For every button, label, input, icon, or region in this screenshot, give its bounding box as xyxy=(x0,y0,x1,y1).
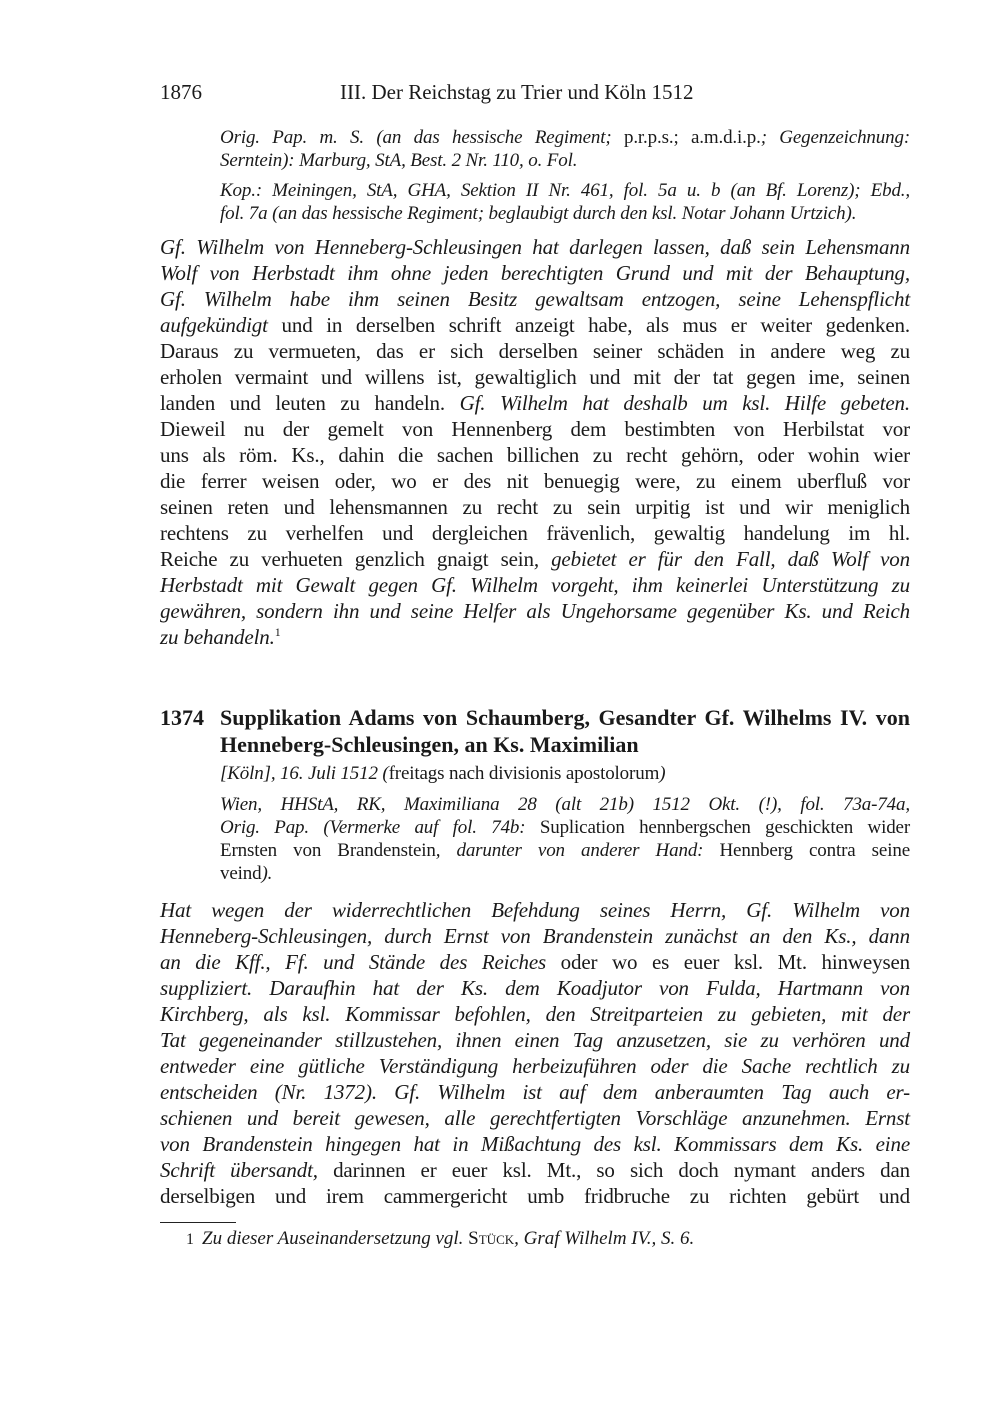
text-segment: [Köln], 16. Juli 1512 ( xyxy=(220,763,389,784)
text-segment: Henneberg-Schleusingen, durch Ernst von Brandenstein zunächst an den Ks., dann xyxy=(160,924,910,948)
text-segment: , gebietet er für den Fall, daß Wolf von xyxy=(533,547,910,571)
text-line xyxy=(160,923,910,949)
text-segment: Orig. Pap. (Vermerke auf fol. 74b: xyxy=(220,817,540,838)
text-line xyxy=(160,897,910,923)
footnote-mark: 1 xyxy=(186,1231,194,1248)
text-line xyxy=(160,949,910,975)
text-line xyxy=(220,126,910,149)
text-segment: p.r.p.s.; a.m.d.i.p. xyxy=(623,127,761,148)
text-segment: ). xyxy=(261,863,273,884)
text-line xyxy=(220,862,910,885)
text-line xyxy=(160,546,910,572)
text-segment: darinnen er euer ksl. Mt., so sich doch nymant anders dan xyxy=(317,1158,911,1182)
footnote-reference: 1 xyxy=(274,625,281,639)
text-segment: landen und leuten zu handeln. xyxy=(160,391,460,415)
text-segment: uns als röm. Ks., dahin die sachen billichen zu recht gehörn, oder wohin wier xyxy=(160,443,910,467)
text-segment: Schrift übersandt, xyxy=(160,1158,318,1182)
text-line xyxy=(160,338,910,364)
entry-source-notes xyxy=(220,762,910,885)
text-line xyxy=(160,494,910,520)
text-line xyxy=(220,762,910,785)
text-segment: Dieweil nu der gemelt von Hennenberg dem bestimbten von Herbilstat vor xyxy=(160,417,910,441)
author-name: Stück xyxy=(468,1228,515,1249)
text-line xyxy=(220,202,910,225)
text-segment: ; Gegenzeichnung: xyxy=(760,127,911,148)
footnote xyxy=(186,1228,694,1250)
text-line xyxy=(160,234,910,260)
text-segment: ) xyxy=(659,763,666,784)
text-line xyxy=(160,1183,910,1209)
text-segment: Kop.: Meiningen, StA, GHA, Sektion II Nr. 461, fol. 5a u. b (an Bf. Lorenz); Ebd., xyxy=(220,180,910,201)
entry-summary-paragraph xyxy=(160,234,910,650)
text-segment: Reiche zu verhueten genzlich gnaigt sein xyxy=(160,547,534,571)
text-segment: Herbstadt mit Gewalt gegen Gf. Wilhelm vorgeht, ihm keinerlei Unterstützung zu xyxy=(160,573,910,597)
text-segment: , Graf Wilhelm IV., S. 6. xyxy=(514,1228,695,1249)
text-line xyxy=(160,624,910,650)
text-segment: Gf. Wilhelm hat deshalb um ksl. Hilfe gebeten. xyxy=(459,391,910,415)
text-line xyxy=(160,1001,910,1027)
text-line xyxy=(160,520,910,546)
text-segment: suppliziert. Daraufhin hat der Ks. dem Koadjutor von Fulda, Hartmann von xyxy=(160,976,910,1000)
text-segment: freitags nach divisionis apostolorum xyxy=(388,763,660,784)
text-segment: zu behandeln. xyxy=(160,625,275,649)
text-segment: seinen reten und lehensmannen zu recht zu sein urpitig ist und wir meniglich xyxy=(160,495,910,519)
text-line xyxy=(220,793,910,816)
text-segment: oder wo es euer ksl. Mt. hinweysen xyxy=(546,950,910,974)
entry-body-paragraph xyxy=(160,897,910,1209)
text-line xyxy=(220,179,910,202)
text-line xyxy=(160,1157,910,1183)
text-segment: entweder eine gütliche Verständigung herbeizuführen oder die Sache rechtlich zu xyxy=(160,1054,910,1078)
page-number: 1876 xyxy=(160,80,202,104)
text-segment: und in derselben schrift anzeigt habe, als mus er weiter gedenken. xyxy=(267,313,910,337)
entry-title-line: Supplikation Adams von Schaumberg, Gesandter Gf. Wilhelms IV. von xyxy=(220,705,910,730)
footnote-rule xyxy=(160,1222,236,1223)
entry-title xyxy=(220,704,910,758)
text-segment: Ernsten von Brandenstein xyxy=(220,840,436,861)
text-line xyxy=(160,1131,910,1157)
text-line xyxy=(160,468,910,494)
text-segment: derselbigen und irem cammergericht umb fridbruche zu richten gebürt und xyxy=(160,1184,910,1208)
entry-title-line: Henneberg-Schleusingen, an Ks. Maximilian xyxy=(220,732,639,757)
text-segment: Kirchberg, als ksl. Kommissar befohlen, den Streitparteien zu gebieten, mit der xyxy=(160,1002,910,1026)
text-segment: Orig. Pap. m. S. (an das hessische Regiment; xyxy=(220,127,624,148)
text-segment: Daraus zu vermueten, das er sich derselben seiner schäden in andere weg zu xyxy=(160,339,910,363)
text-line xyxy=(160,1079,910,1105)
entry-archive-note xyxy=(220,793,910,885)
text-segment: gewähren, sondern ihn und seine Helfer als Ungehorsame gegenüber Ks. und Reich xyxy=(160,599,910,623)
text-segment: rechtens zu verhelfen und dergleichen frävenlich, gewaltig handelung im hl. xyxy=(160,521,910,545)
text-segment: die ferrer weisen oder, wo er des nit benuegig were, zu einem uberfluß vor xyxy=(160,469,910,493)
text-segment: fol. 7a (an das hessische Regiment; beglaubigt durch den ksl. Notar Johann Urtzich). xyxy=(220,203,857,224)
entry-date-note xyxy=(220,762,910,785)
text-line xyxy=(160,286,910,312)
text-segment: erholen vermaint und willens ist, gewaltiglich und mit der tat gegen ime, seinen xyxy=(160,365,910,389)
text-segment: Wolf von Herbstadt ihm ohne jeden berechtigten Grund und mit der Behauptung, xyxy=(160,261,910,285)
text-line xyxy=(220,839,910,862)
text-line xyxy=(160,598,910,624)
text-segment: , darunter von anderer Hand: xyxy=(435,840,720,861)
text-segment: von Brandenstein hingegen hat in Mißachtung des ksl. Kommissars dem Ks. eine xyxy=(160,1132,910,1156)
text-segment: entscheiden (Nr. 1372). Gf. Wilhelm ist auf dem anberaumten Tag auch er- xyxy=(160,1080,910,1104)
text-segment: Hennberg contra seine xyxy=(719,840,910,861)
text-line xyxy=(220,149,910,172)
source-note-original xyxy=(220,126,910,172)
text-line xyxy=(160,364,910,390)
text-segment: Gf. Wilhelm habe ihm seinen Besitz gewaltsam entzogen, seine Lehenspflicht xyxy=(160,287,910,311)
text-segment: aufgekündigt xyxy=(160,313,268,337)
text-line xyxy=(220,816,910,839)
text-line xyxy=(160,416,910,442)
text-line xyxy=(160,390,910,416)
text-line xyxy=(160,442,910,468)
entry-number: 1374 xyxy=(160,705,204,730)
text-segment: Hat wegen der widerrechtlichen Befehdung seines Herrn, Gf. Wilhelm von xyxy=(160,898,910,922)
text-segment: Wien, HHStA, RK, Maximiliana 28 (alt 21b) 1512 Okt. (!), fol. 73a-74a, xyxy=(220,794,910,815)
text-line xyxy=(160,1053,910,1079)
text-segment: Zu dieser Auseinandersetzung vgl. xyxy=(202,1228,469,1249)
text-line xyxy=(160,312,910,338)
text-line xyxy=(160,260,910,286)
source-notes-top xyxy=(220,126,910,225)
text-line xyxy=(160,572,910,598)
text-segment: Gf. Wilhelm von Henneberg-Schleusingen hat darlegen lassen, daß sein Lehensmann xyxy=(160,235,910,259)
text-segment: veind xyxy=(220,863,262,884)
text-segment: schienen und bereit gewesen, alle gerechtfertigten Vorschläge anzunehmen. Ernst xyxy=(160,1106,910,1130)
running-title: III. Der Reichstag zu Trier und Köln 1512 xyxy=(340,80,694,104)
text-line xyxy=(160,1027,910,1053)
source-note-copies xyxy=(220,179,910,225)
text-segment: an die Kff., Ff. und Stände des Reiches xyxy=(160,950,547,974)
text-segment: Tat gegeneinander stillzustehen, ihnen einen Tag anzusetzen, sie zu verhören und xyxy=(160,1028,910,1052)
text-segment: Serntein): Marburg, StA, Best. 2 Nr. 110, o. Fol. xyxy=(220,150,578,171)
text-line xyxy=(160,975,910,1001)
text-segment: Suplication hennbergschen geschickten wider xyxy=(539,817,911,838)
text-line xyxy=(160,1105,910,1131)
